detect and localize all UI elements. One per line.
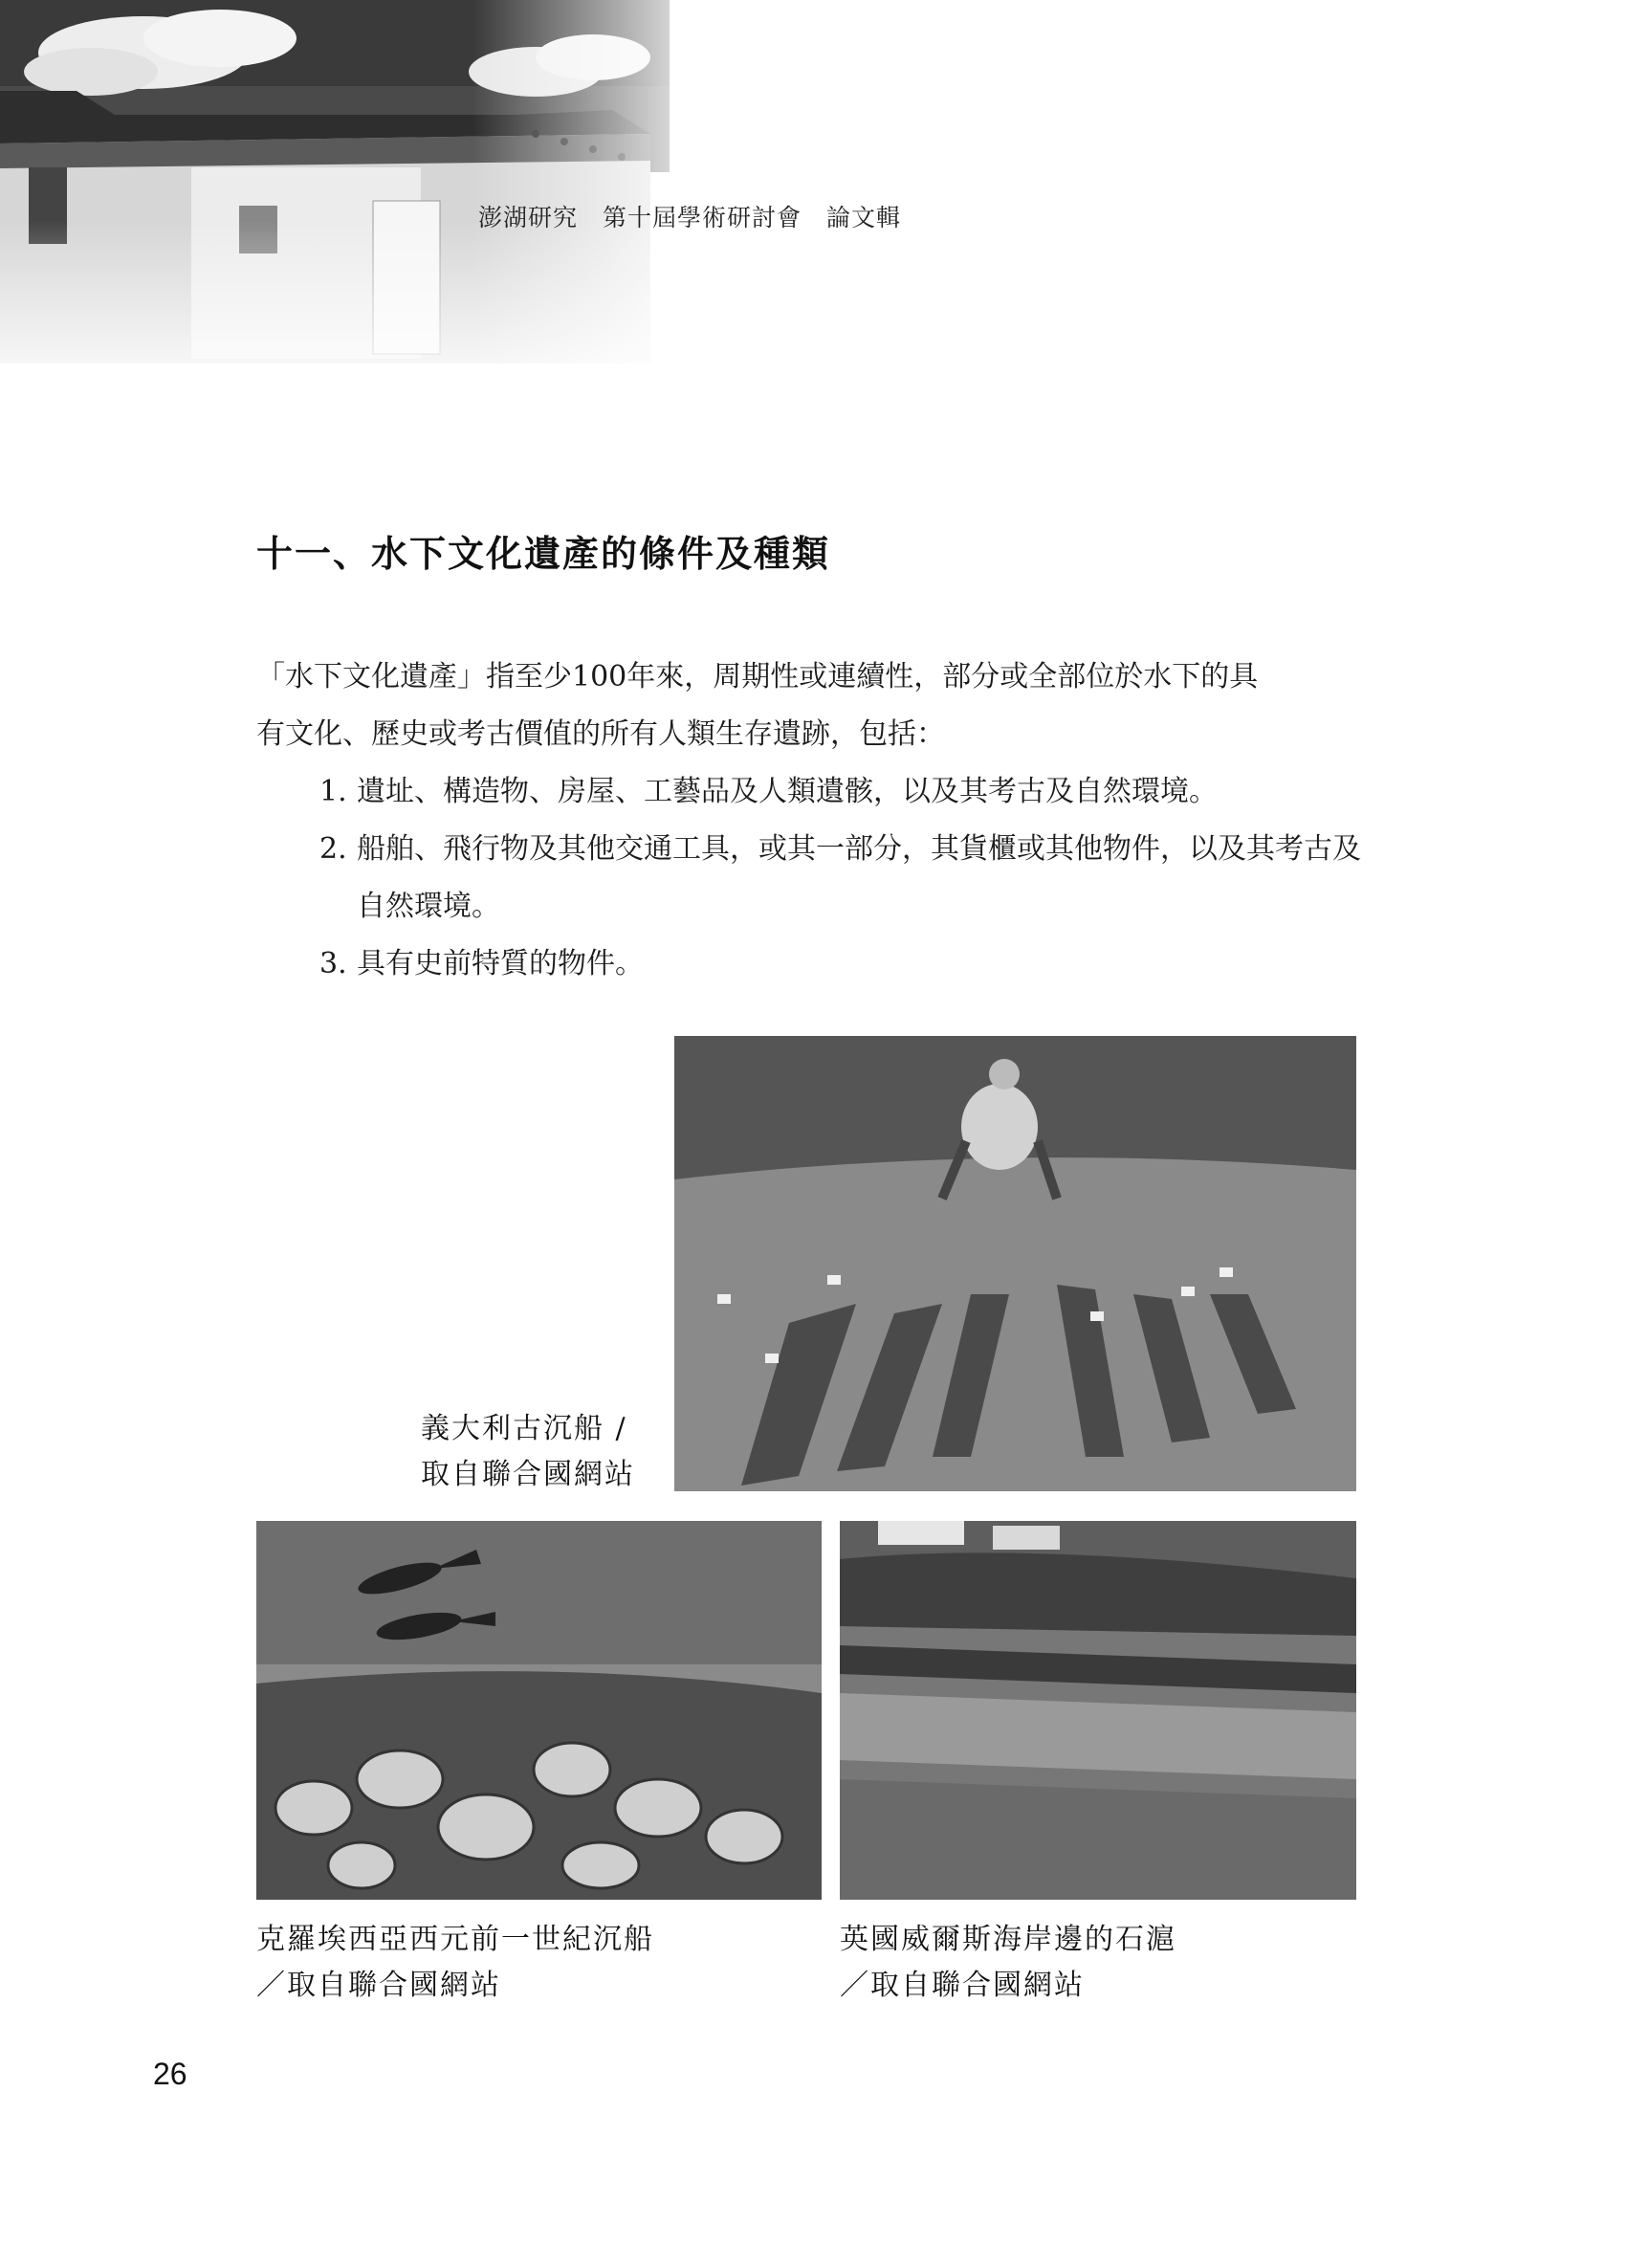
- caption-line: 克羅埃西亞西元前一世紀沉船: [256, 1923, 654, 1956]
- page-number: 26: [153, 2057, 187, 2091]
- body-text: [256, 649, 1366, 993]
- section-title: 十一、水下文化遺產的條件及種類: [256, 532, 831, 575]
- caption-line: 英國威爾斯海岸邊的石滬: [840, 1923, 1176, 1956]
- list-item: [256, 763, 1366, 821]
- list-text: 遺址、構造物、房屋、工藝品及人類遺骸，以及其考古及自然環境。: [357, 775, 1218, 808]
- list-item: [256, 936, 1366, 993]
- caption-wales-stone-weir: [840, 1917, 1176, 2009]
- list-text: 具有史前特質的物件。: [357, 947, 644, 980]
- photo-italy-shipwreck: [674, 1036, 1356, 1491]
- photo-wales-stone-weir: [840, 1521, 1356, 1900]
- heritage-list: [256, 763, 1366, 993]
- intro-line-2: 有文化、歷史或考古價值的所有人類生存遺跡，包括：: [256, 717, 945, 751]
- photo-croatia-shipwreck: [256, 1521, 822, 1900]
- caption-line: ／取自聯合國網站: [840, 1969, 1085, 2002]
- list-text: 船舶、飛行物及其他交通工具，或其一部分，其貨櫃或其他物件，以及其考古及自然環境。: [357, 832, 1361, 923]
- list-number: 1.: [319, 775, 347, 808]
- list-number: 2.: [319, 832, 347, 866]
- list-item: [256, 821, 1361, 936]
- caption-italy-shipwreck: [421, 1406, 635, 1498]
- list-number: 3.: [319, 947, 347, 980]
- caption-line: ／取自聯合國網站: [256, 1969, 501, 2002]
- running-head: 澎湖研究 第十屆學術研討會 論文輯: [478, 204, 902, 231]
- caption-line: 義大利古沉船 /: [421, 1412, 627, 1445]
- caption-croatia-shipwreck: [256, 1917, 654, 2009]
- caption-line: 取自聯合國網站: [421, 1458, 635, 1491]
- intro-line-1: 「水下文化遺產」指至少100年來，周期性或連續性，部分或全部位於水下的具: [256, 660, 1259, 694]
